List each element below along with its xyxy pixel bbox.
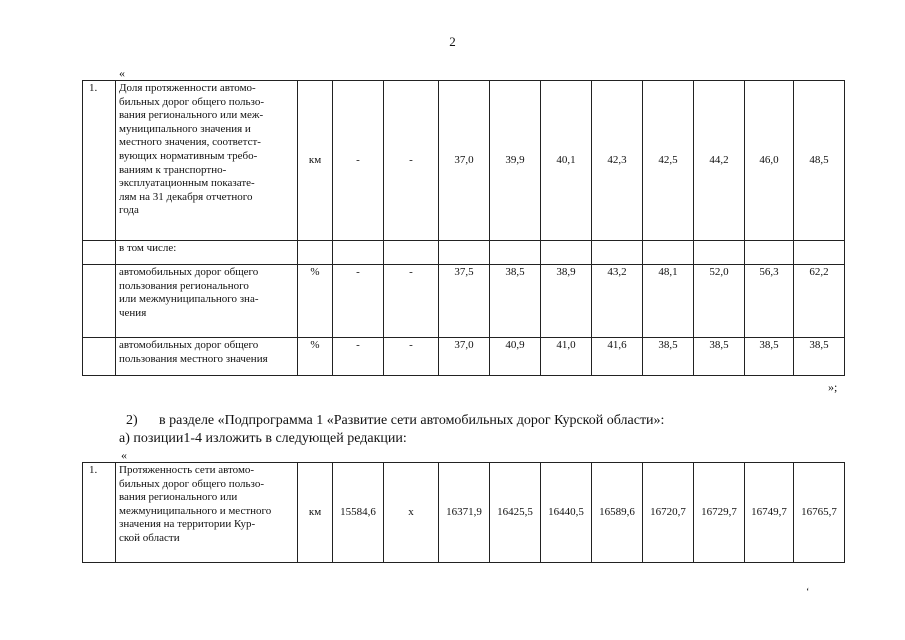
- value-cell: 46,0: [745, 81, 794, 241]
- value-cell: 52,0: [694, 265, 745, 338]
- value-cell: -: [333, 338, 384, 376]
- indicator-label: автомобильных дорог общего пользования местного значения: [116, 338, 298, 376]
- indicator-label: автомобильных дорог общего пользования регионального или межмуниципального зна- чения: [116, 265, 298, 338]
- value-cell: 43,2: [592, 265, 643, 338]
- value-cell: 56,3: [745, 265, 794, 338]
- unit-cell: %: [298, 265, 333, 338]
- value-cell: 39,9: [490, 81, 541, 241]
- value-cell: 44,2: [694, 81, 745, 241]
- value-cell: -: [384, 81, 439, 241]
- value-cell: 37,5: [439, 265, 490, 338]
- value-cell: 42,5: [643, 81, 694, 241]
- value-cell: 16765,7: [794, 463, 845, 563]
- table-row: [83, 338, 845, 376]
- value-cell: -: [384, 265, 439, 338]
- value-cell: 16749,7: [745, 463, 794, 563]
- paragraph-text: в разделе «Подпрограмма 1 «Развитие сети автомобильных дорог Курской области»:: [159, 413, 665, 428]
- value-cell: 16425,5: [490, 463, 541, 563]
- value-cell: 16371,9: [439, 463, 490, 563]
- value-cell: 40,9: [490, 338, 541, 376]
- table-row: [83, 463, 845, 563]
- row-number: 1.: [83, 81, 116, 241]
- value-cell: 16729,7: [694, 463, 745, 563]
- unit-cell: км: [298, 463, 333, 563]
- value-cell: 16589,6: [592, 463, 643, 563]
- value-cell: 42,3: [592, 81, 643, 241]
- value-cell: 48,5: [794, 81, 845, 241]
- value-cell: 40,1: [541, 81, 592, 241]
- value-cell: 38,5: [794, 338, 845, 376]
- subparagraph-a: а) позиции1-4 изложить в следующей редакции:: [119, 431, 407, 446]
- value-cell: 37,0: [439, 338, 490, 376]
- table-row: [83, 81, 845, 241]
- value-cell: 48,1: [643, 265, 694, 338]
- quote-open-2: «: [121, 448, 127, 462]
- value-cell: 37,0: [439, 81, 490, 241]
- row-number: [83, 241, 116, 265]
- value-cell: 16720,7: [643, 463, 694, 563]
- row-number: [83, 338, 116, 376]
- value-cell: 62,2: [794, 265, 845, 338]
- indicators-table-2: [82, 462, 845, 563]
- unit-cell: км: [298, 81, 333, 241]
- indicators-table-1: [82, 80, 845, 376]
- value-cell: 41,6: [592, 338, 643, 376]
- indicator-label: Доля протяженности автомо- бильных дорог общего пользо- вания регионального или меж- муниципального значения и местного значения, соответст- вующих нормативным требо- ваниям к транспортно- эксплуатационным показате- лям на 31 декабря отчетного года: [116, 81, 298, 241]
- value-cell: -: [333, 81, 384, 241]
- quote-close: »;: [828, 380, 838, 394]
- value-cell: 38,5: [643, 338, 694, 376]
- value-cell: 38,5: [490, 265, 541, 338]
- value-cell: 41,0: [541, 338, 592, 376]
- row-number: [83, 265, 116, 338]
- value-cell: -: [333, 265, 384, 338]
- value-cell: -: [384, 338, 439, 376]
- value-cell: 38,9: [541, 265, 592, 338]
- table-row: [83, 265, 845, 338]
- row-number: 1.: [83, 463, 116, 563]
- value-cell: х: [384, 463, 439, 563]
- value-cell: 16440,5: [541, 463, 592, 563]
- value-cell: 38,5: [745, 338, 794, 376]
- value-cell: 15584,6: [333, 463, 384, 563]
- unit-cell: %: [298, 338, 333, 376]
- paragraph-number: 2): [126, 413, 138, 428]
- quote-open-1: «: [119, 66, 125, 80]
- value-cell: 38,5: [694, 338, 745, 376]
- scan-mark: ‘: [806, 587, 810, 598]
- indicator-label: Протяженность сети автомо- бильных дорог общего пользо- вания регионального или межмуниципального и местного значения на территории Кур- ской области: [116, 463, 298, 563]
- subheading-label: в том числе:: [116, 241, 298, 265]
- page-number: 2: [449, 34, 456, 49]
- table-row: [83, 241, 845, 265]
